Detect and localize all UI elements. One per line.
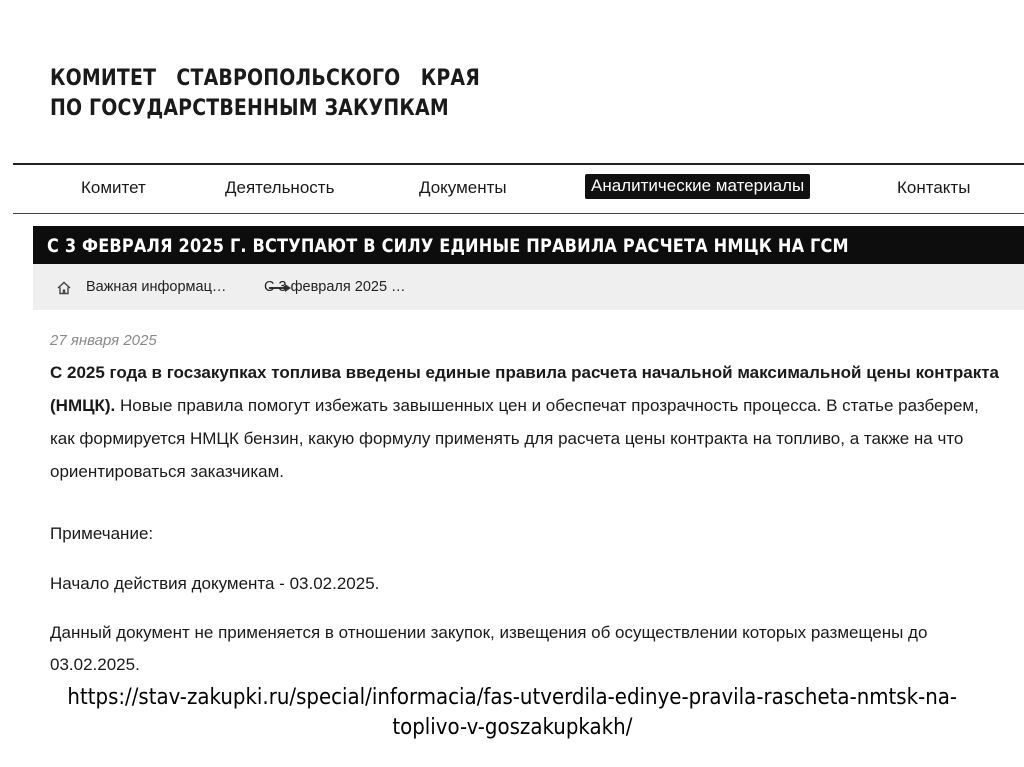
home-icon[interactable] xyxy=(57,281,71,295)
main-nav xyxy=(13,165,1024,213)
article-date: 27 января 2025 xyxy=(50,332,157,349)
nav-item-documents[interactable]: Документы xyxy=(419,178,507,197)
breadcrumb xyxy=(33,264,1024,310)
site-logo[interactable] xyxy=(50,64,480,124)
document-start-text: Начало действия документа - 03.02.2025. xyxy=(50,574,380,593)
source-url[interactable] xyxy=(0,683,1024,743)
page-title: С 3 ФЕВРАЛЯ 2025 Г. ВСТУПАЮТ В СИЛУ ЕДИНЫЕ ПРАВИЛА РАСЧЕТА НМЦК НА ГСМ xyxy=(47,235,849,257)
page-title-bar xyxy=(33,226,1024,264)
nav-item-committee[interactable]: Комитет xyxy=(81,178,146,197)
breadcrumb-item-current: С 3 февраля 2025 … xyxy=(264,279,406,295)
source-url-line2: toplivo-v-goszakupkakh/ xyxy=(391,715,633,740)
org-name-line2: ПО ГОСУДАРСТВЕННЫМ ЗАКУПКАМ xyxy=(50,96,449,121)
nav-item-contacts[interactable]: Контакты xyxy=(897,178,971,197)
document-apply-text: Данный документ не применяется в отношении закупок, извещения об осуществлении которых размещены до 03.02.2025. xyxy=(50,623,928,674)
source-url-line1: https://stav-zakupki.ru/special/informacia/fas-utverdila-edinye-pravila-rascheta-nmtsk-na- xyxy=(67,685,957,710)
nav-item-analytics[interactable]: Аналитические материалы xyxy=(585,174,810,199)
note-label: Примечание: xyxy=(50,524,154,543)
article-lead-text: Новые правила помогут избежать завышенных цен и обеспечат прозрачность процесса. В статье разберем, как формируется НМЦК бензин, какую формулу применять для расчета цены контракта на топливо, а также на что ориентироваться заказчикам. xyxy=(50,396,979,481)
org-name-line1: КОМИТЕТ СТАВРОПОЛЬСКОГО КРАЯ xyxy=(50,66,480,91)
nav-bottom-divider xyxy=(13,213,1024,214)
breadcrumb-item-important-info[interactable]: Важная информац… xyxy=(86,279,227,295)
article-lead-bold: С 2025 года в госзакупках топлива введены единые правила расчета начальной максимальной цены контракта (НМЦК). xyxy=(50,363,1000,415)
article-lead xyxy=(50,356,1000,488)
nav-item-activity[interactable]: Деятельность xyxy=(225,178,335,197)
